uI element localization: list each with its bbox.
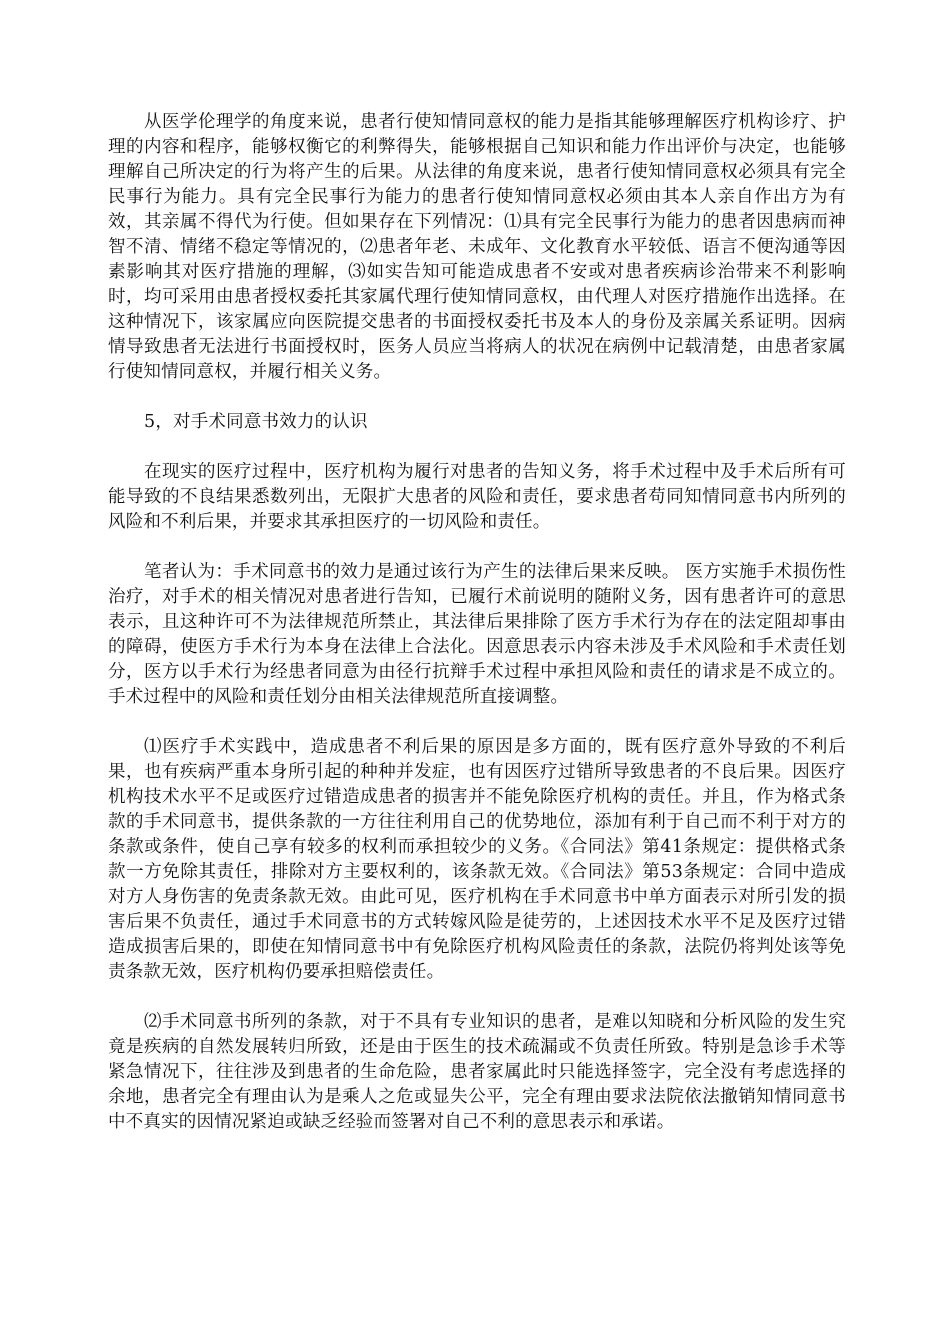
document-page: [108, 110, 846, 1160]
paragraph-point-1: ⑴医疗手术实践中，造成患者不利后果的原因是多方面的，既有医疗意外导致的不利后果，也有疾病严重本身所引起的种种并发症，也有因医疗过错所导致患者的不良后果。因医疗机构技术水平不足或医疗过错造成患者的损害并不能免除医疗机构的责任。并且，作为格式条款的手术同意书，提供条款的一方往往利用自己的优势地位，添加有利于自己而不利于对方的条款或条件，使自己享有较多的权利而承担较少的义务。《合同法》第41条规定：提供格式条款一方免除其责任，排除对方主要权利的，该条款无效。《合同法》第53条规定：合同中造成对方人身伤害的免责条款无效。由此可见，医疗机构在手术同意书中单方面表示对所引发的损害后果不负责任，通过手术同意书的方式转嫁风险是徒劳的，上述因技术水平不足及医疗过错造成损害后果的，即使在知情同意书中有免除医疗机构风险责任的条款，法院仍将判处该等免责条款无效，医疗机构仍要承担赔偿责任。: [108, 737, 846, 982]
paragraph-author-opinion: 笔者认为：手术同意书的效力是通过该行为产生的法律后果来反映。 医方实施手术损伤性治疗，对手术的相关情况对患者进行告知，已履行术前说明的随附义务，因有患者许可的意思表示，且这种许可不为法律规范所禁止，其法律后果排除了医方手术行为存在的法定阻却事由的障碍，使医方手术行为本身在法律上合法化。因意思表示内容未涉及手术风险和手术责任划分，医方以手术行为经患者同意为由径行抗辩手术过程中承担风险和责任的请求是不成立的。手术过程中的风险和责任划分由相关法律规范所直接调整。: [108, 562, 846, 707]
paragraph-medical-practice: 在现实的医疗过程中，医疗机构为履行对患者的告知义务，将手术过程中及手术后所有可能导致的不良结果悉数列出，无限扩大患者的风险和责任，要求患者苟同知情同意书内所列的风险和不利后果，并要求其承担医疗的一切风险和责任。: [108, 462, 846, 532]
paragraph-informed-consent-capacity: 从医学伦理学的角度来说，患者行使知情同意权的能力是指其能够理解医疗机构诊疗、护理的内容和程序，能够权衡它的利弊得失，能够根据自己知识和能力作出评价与决定，也能够理解自己所决定的行为将产生的后果。从法律的角度来说，患者行使知情同意权必须具有完全民事行为能力。具有完全民事行为能力的患者行使知情同意权必须由其本人亲自作出方为有效，其亲属不得代为行使。但如果存在下列情况：⑴具有完全民事行为能力的患者因患病而神智不清、情绪不稳定等情况的，⑵患者年老、未成年、文化教育水平较低、语言不便沟通等因素影响其对医疗措施的理解，⑶如实告知可能造成患者不安或对患者疾病诊治带来不利影响时，均可采用由患者授权委托其家属代理行使知情同意权，由代理人对医疗措施作出选择。在这种情况下，该家属应向医院提交患者的书面授权委托书及本人的身份及亲属关系证明。因病情导致患者无法进行书面授权时，医务人员应当将病人的状况在病例中记载清楚，由患者家属行使知情同意权，并履行相关义务。: [108, 112, 846, 382]
section-heading-surgical-consent-validity: 5，对手术同意书效力的认识: [144, 412, 368, 432]
paragraph-point-2: ⑵手术同意书所列的条款，对于不具有专业知识的患者，是难以知晓和分析风险的发生究竟是疾病的自然发展转归所致，还是由于医生的技术疏漏或不负责任所致。特别是急诊手术等紧急情况下，往往涉及到患者的生命危险，患者家属此时只能选择签字，完全没有考虑选择的余地，患者完全有理由认为是乘人之危或显失公平，完全有理由要求法院依法撤销知情同意书中不真实的因情况紧迫或缺乏经验而签署对自己不利的意思表示和承诺。: [108, 1012, 846, 1132]
